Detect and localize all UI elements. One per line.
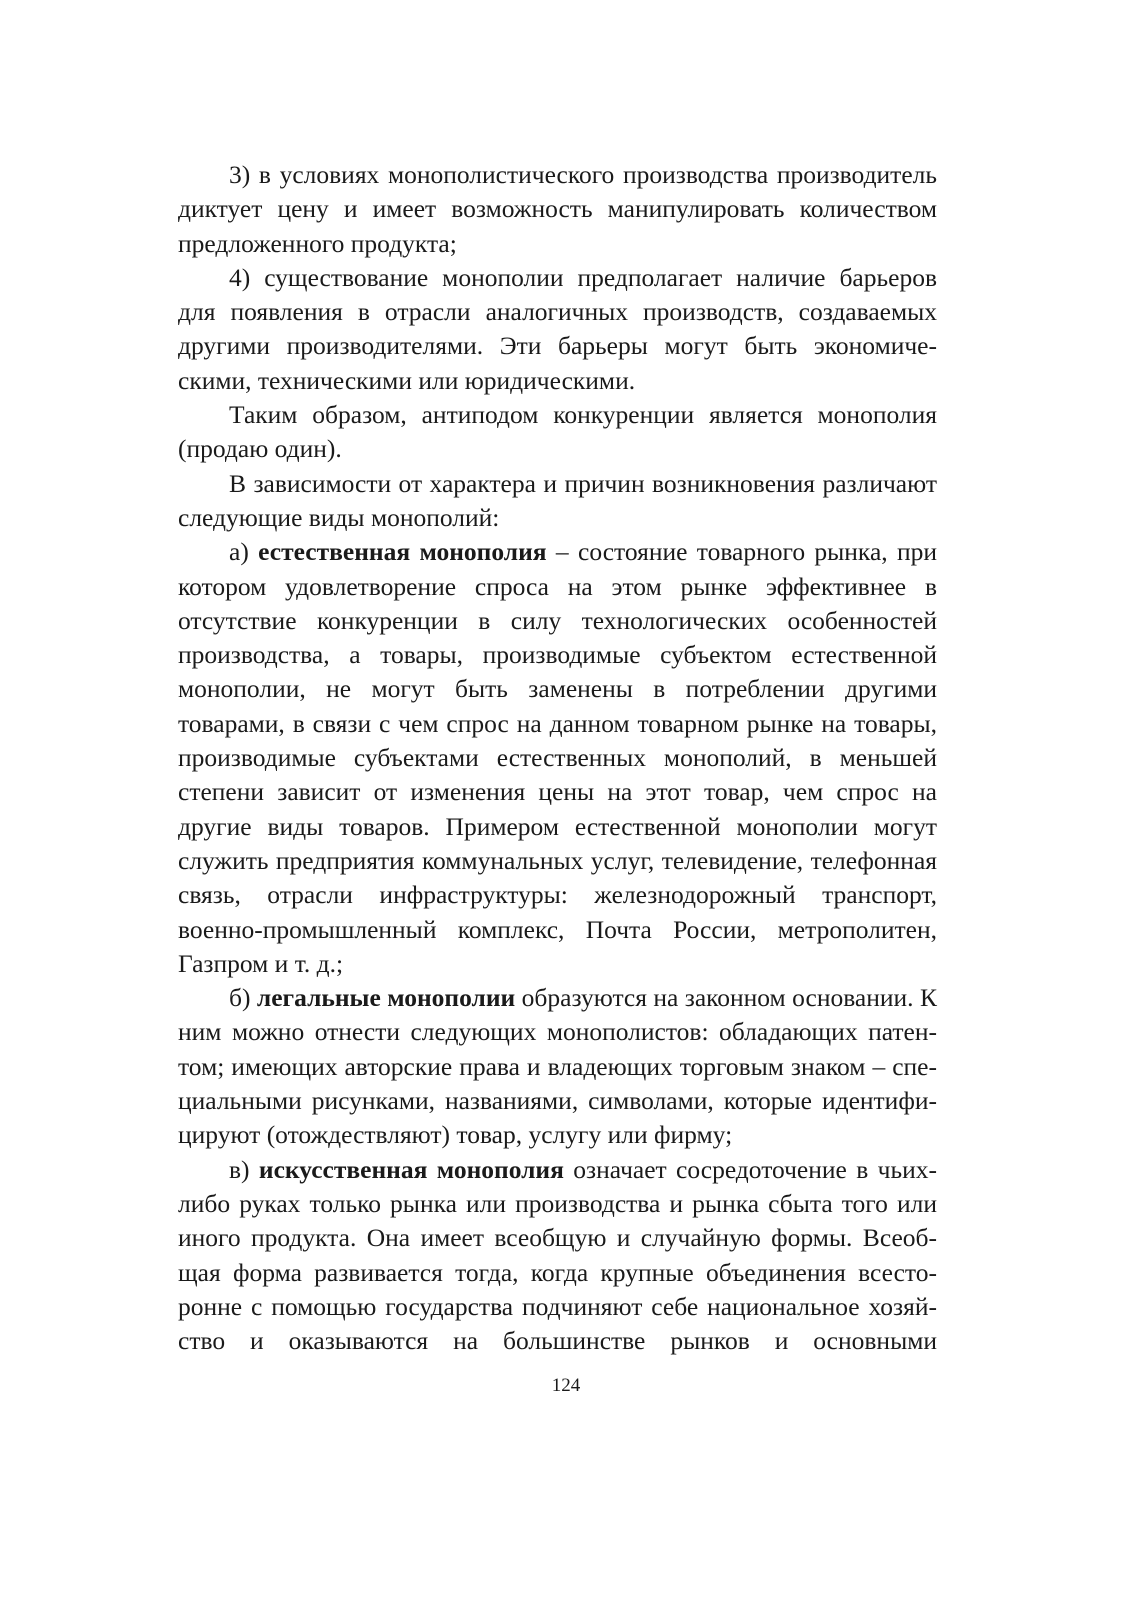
page-number: 124 (551, 1375, 581, 1396)
definition-text: – состояние товарного рынка, при котором удовлетворение спроса на этом рынке эффективнее в отсутствие конкуренции в силу технологических особенностей производства, а товары, производимые субъектом естественной монополии, не могут быть заменены в потреблении другими товарами, в связи с чем спрос на данном товарном рынке на товары, производимые субъектами естественных монополий, в меньшей степени зависит от изменения цены на этот товар, чем спрос на другие виды товаров. Примером естественной монополии могут служить предприятия коммунальных услуг, телевидение, телефонная связь, отрасли инфраструктуры: железнодорожный транспорт, военно-промышленный комплекс, Почта России, метрополитен, Газпром и т. д.; (178, 537, 938, 978)
item-marker: б) (229, 983, 257, 1013)
definition-text: образуются на законном основании. К ним можно отнести следующих монополистов: обладающих патентом; имеющих авторские права и владеющих торговым знаком – специальными рисунками, названиями, символами, которые идентифицируют (отождествляют) товар, услугу или фирму; (178, 983, 937, 1150)
term-legal-monopoly: легальные монополии (256, 983, 516, 1013)
definition-text: означает сосредоточение в чьих-либо руках только рынка или производства и рынка сбыта того или иного продукта. Она имеет всеобщую и случайную формы. Всеобщая форма развивается тогда, когда крупные объединения всесторонне с помощью государства подчиняют себе национальное хозяйство и оказываются на большинстве рынков и основными (178, 1154, 937, 1356)
paragraph-legal-monopoly (178, 981, 937, 1152)
term-artificial-monopoly: искусственная монополия (258, 1154, 564, 1184)
paragraph-entry-barriers: 4) существование монополии предполагает наличие барьеров для появления в отрасли аналогичных производств, создаваемых другими производителями. Эти барьеры могут быть экономическими, техническими или юридическими. (178, 262, 937, 395)
body-text (178, 158, 937, 1358)
item-marker: в) (229, 1154, 259, 1184)
paragraph-natural-monopoly (178, 535, 937, 981)
paragraph-market-control: 3) в условиях монополистического производства производитель диктует цену и имеет возможность манипулировать количеством предложенного продукта; (178, 160, 937, 258)
item-marker: а) (229, 537, 259, 567)
paragraph-antipode: Таким образом, антиподом конкуренции является монополия (продаю один). (178, 400, 937, 464)
paragraph-artificial-monopoly (178, 1153, 937, 1359)
term-natural-monopoly: естественная монополия (258, 537, 547, 567)
paragraph-monopoly-types-intro: В зависимости от характера и причин возникновения различают следующие виды монополий: (178, 468, 937, 532)
